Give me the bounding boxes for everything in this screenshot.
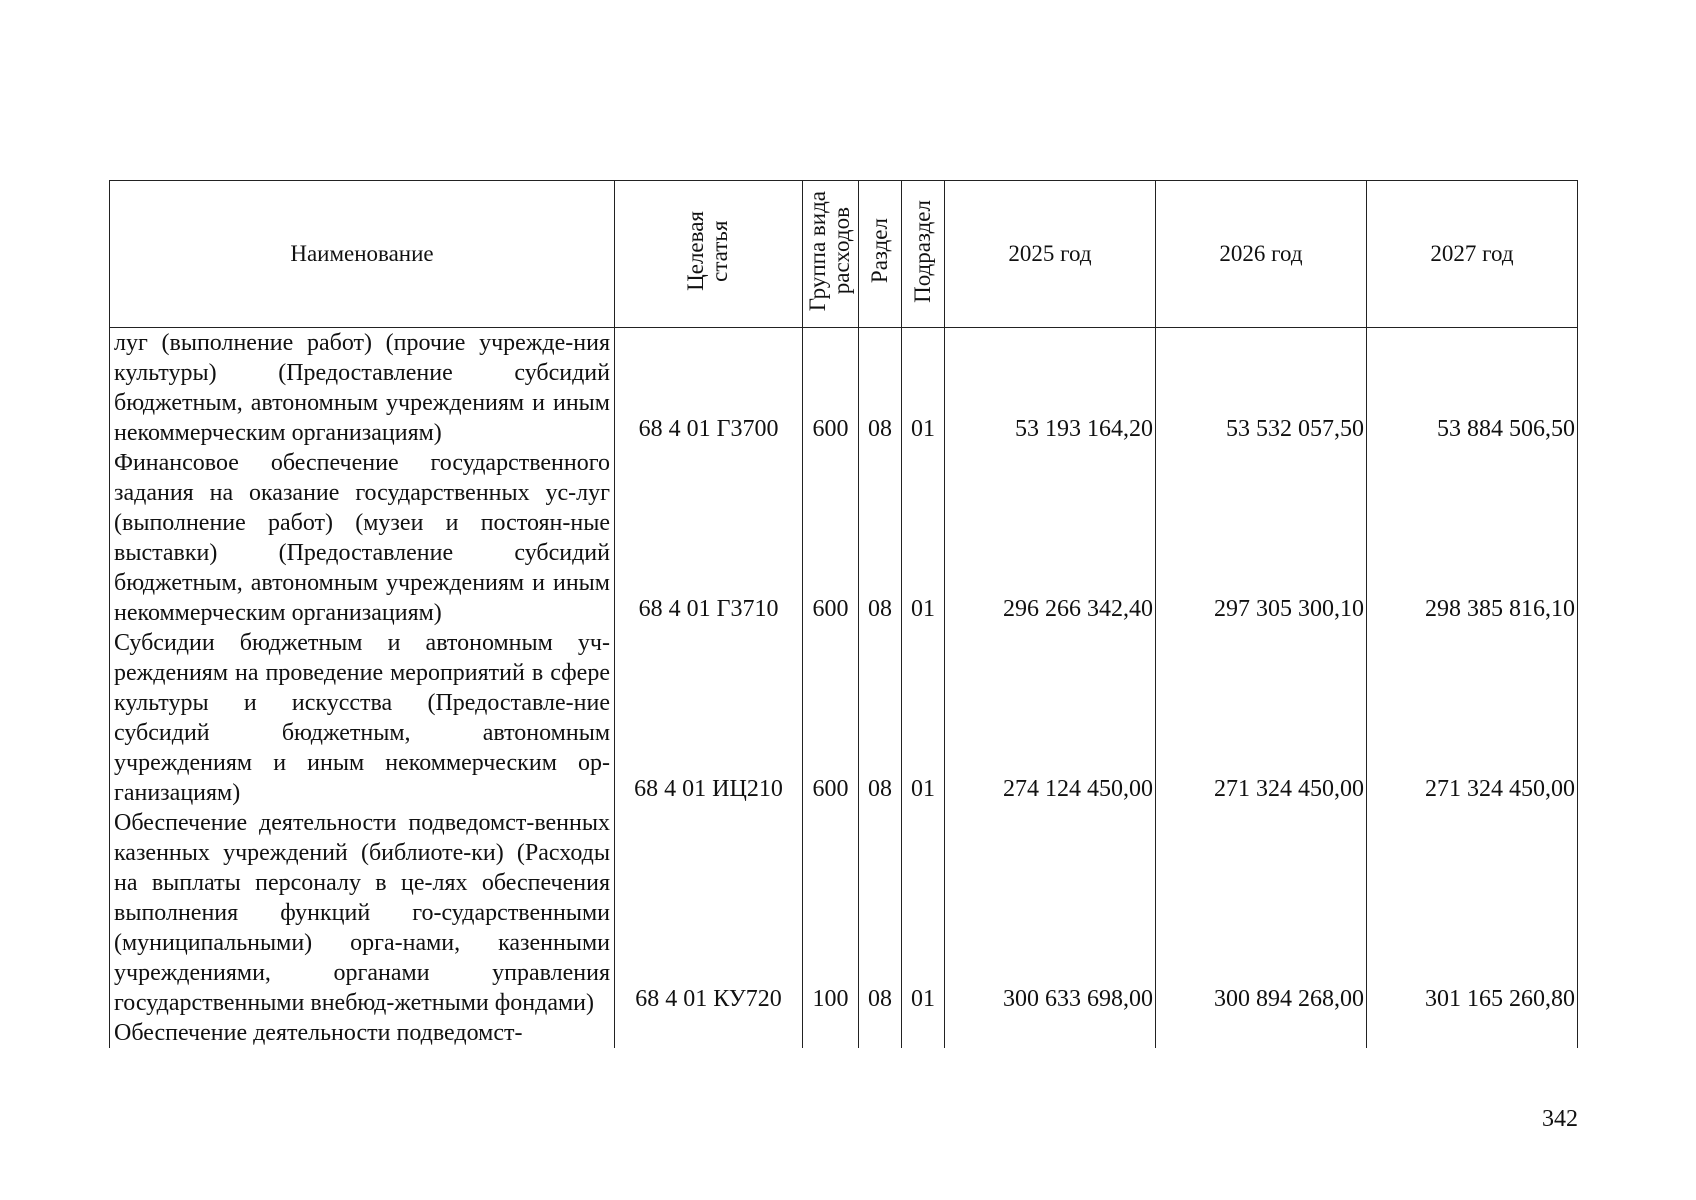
header-target-article-line2: статья (707, 220, 733, 282)
header-target-article-line1: Целевая (683, 211, 709, 291)
row-subsection: 01 (902, 808, 945, 1018)
row-section: 08 (859, 448, 902, 628)
row-group (803, 1018, 859, 1048)
row-code: 68 4 01 Г3700 (615, 328, 803, 449)
table-row (110, 448, 1578, 628)
row-section: 08 (859, 808, 902, 1018)
row-name: луг (выполнение работ) (прочие учрежде-ния культуры) (Предоставление субсидий бюджетным, автономным учреждениям и иным некоммерческим организациям) (110, 328, 615, 449)
header-subsection: Подраздел (902, 181, 945, 328)
row-name: Обеспечение деятельности подведомст-венных казенных учреждений (библиоте-ки) (Расходы на выплаты персоналу в це-лях обеспечения выполнения функций го-сударственными (муниципальными) орга-нами, казенными учреждениями, органами управления государственными внебюд-жетными фондами) (110, 808, 615, 1018)
row-group: 600 (803, 628, 859, 808)
row-y2026: 271 324 450,00 (1156, 628, 1367, 808)
row-y2027: 53 884 506,50 (1367, 328, 1578, 449)
row-y2027 (1367, 1018, 1578, 1048)
row-section: 08 (859, 628, 902, 808)
page-number: 342 (1542, 1106, 1578, 1132)
row-group: 600 (803, 328, 859, 449)
row-y2027: 301 165 260,80 (1367, 808, 1578, 1018)
header-target-article (615, 181, 803, 328)
row-subsection (902, 1018, 945, 1048)
header-year-2025: 2025 год (945, 181, 1156, 328)
header-expense-group-line2: расходов (829, 207, 855, 295)
row-subsection: 01 (902, 448, 945, 628)
header-name: Наименование (110, 181, 615, 328)
row-y2025 (945, 1018, 1156, 1048)
row-y2026: 297 305 300,10 (1156, 448, 1367, 628)
table-row (110, 808, 1578, 1018)
row-code (615, 1018, 803, 1048)
row-code: 68 4 01 ИЦ210 (615, 628, 803, 808)
table-header (110, 181, 1578, 328)
row-name: Субсидии бюджетным и автономным уч-реждениям на проведение мероприятий в сфере культуры и искусства (Предоставле-ние субсидий бюджетным, автономным учреждениям и иным некоммерческим ор-ганизациям) (110, 628, 615, 808)
header-expense-group-line1: Группа вида (805, 190, 831, 312)
row-code: 68 4 01 КУ720 (615, 808, 803, 1018)
budget-table (109, 180, 1578, 1048)
row-subsection: 01 (902, 628, 945, 808)
row-y2027: 271 324 450,00 (1367, 628, 1578, 808)
row-y2025: 296 266 342,40 (945, 448, 1156, 628)
row-y2025: 274 124 450,00 (945, 628, 1156, 808)
row-y2026: 300 894 268,00 (1156, 808, 1367, 1018)
row-subsection: 01 (902, 328, 945, 449)
table-row (110, 328, 1578, 449)
table-body (110, 328, 1578, 1049)
row-y2026 (1156, 1018, 1367, 1048)
row-name: Обеспечение деятельности подведомст- (110, 1018, 615, 1048)
row-y2025: 300 633 698,00 (945, 808, 1156, 1018)
row-y2025: 53 193 164,20 (945, 328, 1156, 449)
header-year-2026: 2026 год (1156, 181, 1367, 328)
row-code: 68 4 01 Г3710 (615, 448, 803, 628)
row-y2027: 298 385 816,10 (1367, 448, 1578, 628)
row-group: 100 (803, 808, 859, 1018)
table-row (110, 1018, 1578, 1048)
row-y2026: 53 532 057,50 (1156, 328, 1367, 449)
header-section: Раздел (859, 181, 902, 328)
table-row (110, 628, 1578, 808)
row-section (859, 1018, 902, 1048)
header-year-2027: 2027 год (1367, 181, 1578, 328)
row-group: 600 (803, 448, 859, 628)
header-expense-group (803, 181, 859, 328)
row-name: Финансовое обеспечение государственного задания на оказание государственных ус-луг (выполнение работ) (музеи и постоян-ные выставки) (Предоставление субсидий бюджетным, автономным учреждениям и иным некоммерческим организациям) (110, 448, 615, 628)
row-section: 08 (859, 328, 902, 449)
